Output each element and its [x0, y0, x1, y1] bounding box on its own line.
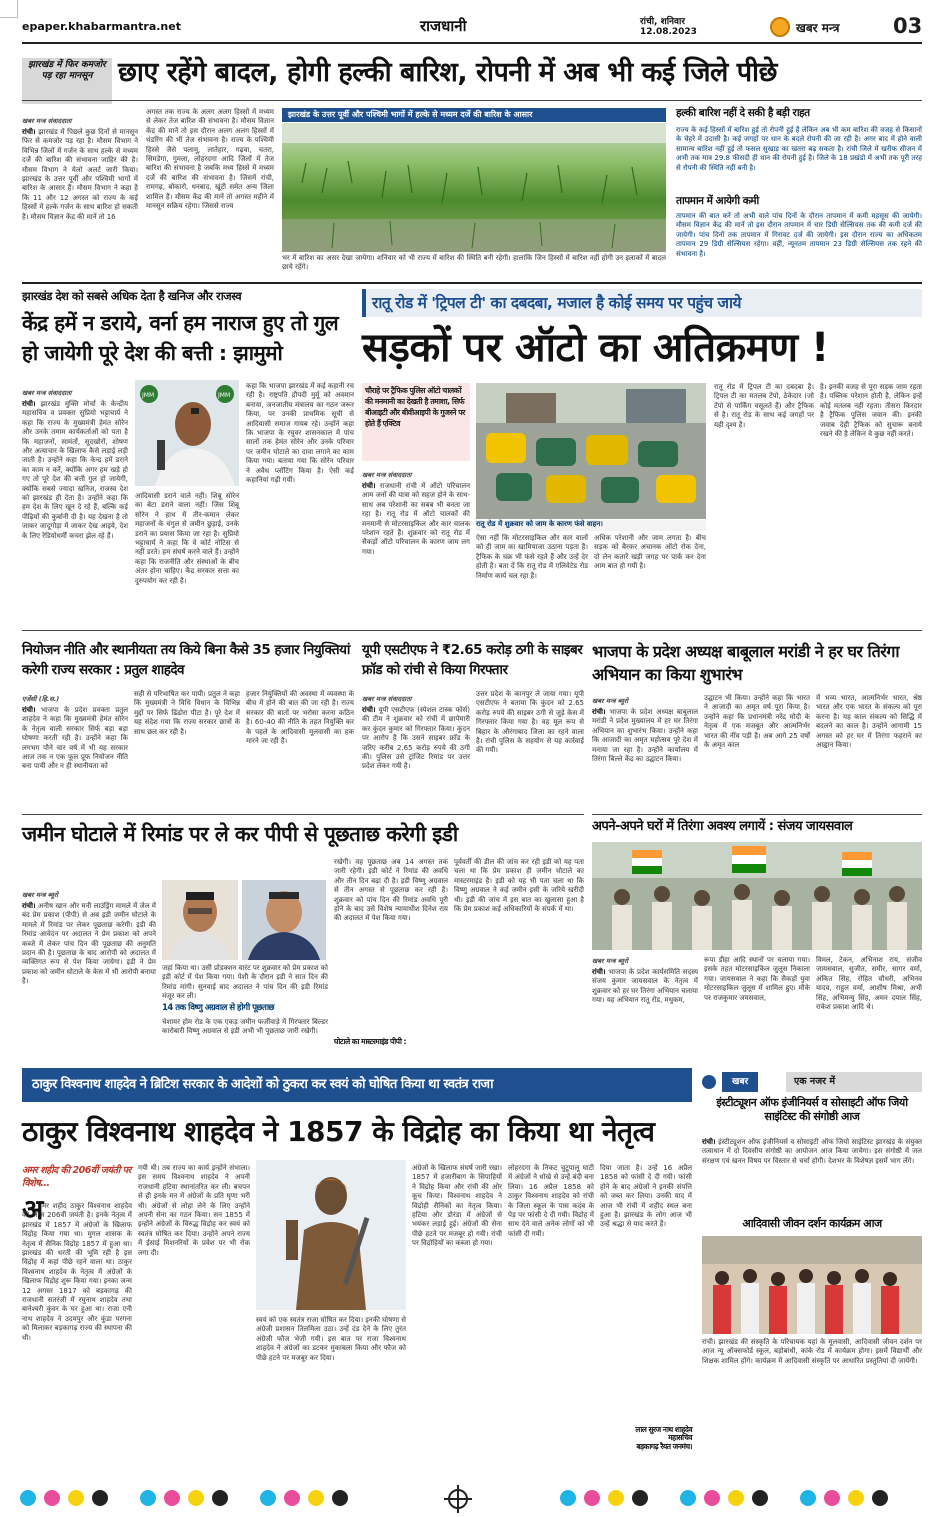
marandi-sub-rule [592, 814, 922, 815]
color-dots-left [20, 1490, 420, 1508]
magenta-dot [44, 1490, 60, 1506]
ed-body-1 [22, 902, 156, 1058]
ed-body-4: रखेगी। वह पूछताछ अब 14 अगस्त तक जारी रहेगी। इडी कोर्ट ने रिमांड की अवधि और तीन दिन बढ़ा दी है। इडी विष्णु अग्रवाल से तीन अगस्त से पूछताछ कर रही है। शुक्रवार को पांच दिन की रिमांड अवधि पूरी होने के बाद उसे विशेष न्यायाधीश दिनेश राय की अदालत में पेश किया गया। [334, 858, 448, 923]
monsoon-dateline: रांची। [22, 128, 36, 136]
monsoon-side-text-2: तापमान की बात करें तो अभी वाले पांच दिनों के दौरान तापमान में कमी महसूस की जायेगी। मौसम विज्ञान केंद्र की मानें तो इस दौरान तापमान में चार डिग्री सेल्सियस तक की कमी दर्ज की जायेगी। पांच दिनों तक तापमान में गिरावट दर्ज की जायेगी। इस दौरान राज्य का अधिकतम तापमान 29 डिग्री सेल्सियस रहेगा। वहीं, न्यूनतम तापमान 23 डिग्री सेल्सियस तक रहने की संभावना है। [676, 212, 922, 258]
ed-body-2: जहां किया था। उसी प्रोडक्शन वारंट पर शुक्रवार को प्रेम प्रकाश को इडी कोर्ट में पेश किया गया। पेशी के दौरान इडी ने सात दिन की रिमांड मांगी। सुनवाई बाद अदालत ने पांच दिन की इडी रिमांड मंजूर कर ली। [162, 964, 328, 1001]
tiranga-rally-photo [592, 842, 922, 950]
black-dot-6 [872, 1490, 888, 1506]
adivasi-event-photo [702, 1236, 922, 1334]
header-url[interactable]: epaper.khabarmantra.net [22, 20, 181, 33]
brand-mark-icon [770, 17, 790, 37]
marandi-headline: भाजपा के प्रदेश अध्यक्ष बाबूलाल मरांडी ने हर घर तिरंगा अभियान का किया शुभारंभ [592, 642, 899, 684]
page-header [0, 0, 945, 44]
yellow-dot-4 [608, 1490, 624, 1506]
auto-box-text: चौराहे पर ट्रैफिक पुलिस ऑटो चालकों की मनमानी का देखती है तमाशा, सिर्फ बीआइटी और बीवीआइपी के गुजरने पर होते हैं एक्टिव [365, 386, 465, 428]
pratul-byline: एजेंसी (हि.स.) [22, 695, 60, 703]
jaiswal-body-2: रूपा डीहा आदि स्थानों पर चलाया गया। इसके तहत मोटरसाइकिल जुलूस निकाला गया। जायसवाल ने कहा कि सैकड़ों युवा मोटरसाइकिल जुलूस में शामिल हुए। मौके पर राजकुमार जयसवाल, [704, 956, 810, 1002]
cyan-dot-5 [680, 1490, 696, 1506]
ed-body-3: चेशायर होम रोड के एक एकड़ जमीन फर्जीवाड़े में गिरफ्तार बिल्डर कारोबारी विष्णु अग्रवाल से इडी अभी भी पूछताछ जारी रखेगी। [162, 1018, 328, 1036]
ed-body-5: पूर्ववर्ती की डील की जांच कर रही इडी को यह पता चला था कि प्रेम प्रकाश ही जमीन घोटाले का मास्टरमाइंड है। इडी को यह भी पता चला था कि विष्णु अग्रवाल ने कई जमीन इसी के जरिये खरीदी थी। इडी की जांच में इस बात का खुलासा हुआ है कि प्रेम प्रकाश कई अधिकारियों के संपर्क में था। [454, 858, 584, 914]
monsoon-body-1 [22, 128, 138, 276]
auto-body-5: है। इनकी वजह से पूरा सड़क जाम रहता है। पब्लिक परेशान होती है, लेकिन इन्हें कोई मतलब नहीं रहता। तीसरा किरदार है ट्रैफिक पुलिस जवान की। इनकी जवाब देही ट्रैफिक को सुचारू बनाये रखने की है लेकिन वे कुछ नहीं करते। [820, 383, 922, 439]
crosshair-icon [448, 1489, 468, 1509]
yellow-dot [68, 1490, 84, 1506]
header-city-day: रांची, शनिवार [640, 17, 686, 27]
jaiswal-dateline: रांची। [592, 968, 606, 976]
magenta-dot-5 [704, 1490, 720, 1506]
shahdev-subheadline: अमर शहीद की 206वीं जयंती पर विशेष... [22, 1165, 131, 1189]
spokesperson-illustration [135, 380, 239, 486]
stf-dateline: रांची। [362, 706, 376, 714]
auto-kicker: रातू रोड में 'ट्रिपल टी' का दबदबा, मजाल है कोई समय पर पहुंच जाये [372, 294, 742, 312]
pratul-body-3: हजार नियुक्तियों की अवस्था में व्यवस्था के बीच में होने की बात की जा रही है। राज्य सरकार की बातों पर भरोसा करना कठिन है। 60-40 की नीति के तहत नियुक्ति कर के पहले के आदिवासी मूलवासी का हक मारने जा रही है। [246, 690, 354, 746]
jmm-kicker: झारखंड देश को सबसे अधिक देता है खनिज और राजस्व [22, 289, 242, 303]
auto-body-1 [362, 482, 470, 556]
auto-headline: सड़कों पर ऑटो का अतिक्रमण ! [362, 325, 829, 371]
shahdev-body-4: अंग्रेजों के खिलाफ संघर्ष जारी रखा। 1857 में हजारीबाग के सिपाहियों ने विद्रोह किया और रांची की ओर कूच किया। विश्वनाथ शाहदेव ने विद्रोही सैनिकों का नेतृत्व किया। हटिया और डोरंडा में अंग्रेजों से भयंकर लड़ाई हुई। अंग्रेजों की सेना पीछे हटने पर मजबूर हो गयी। रांची पर विद्रोहियों का कब्जा हो गया। [412, 1164, 502, 1248]
ed-dateline: रांची। [22, 902, 36, 910]
stf-headline: यूपी एसटीएफ ने ₹2.65 करोड़ ठगी के साइबर फ्रॉड को रांची से किया गिरफ्तार [362, 642, 583, 678]
svg-text:JMM: JMM [218, 392, 231, 399]
shahdev-author-block [600, 1426, 692, 1474]
pratul-body-1 [22, 706, 128, 808]
svg-text:JMM: JMM [142, 392, 155, 399]
ek-nazar-body-1-text: इंस्टीट्यूशन ऑफ इंजीनियर्स व सोसाइटी ऑफ जियो साइंटिस्ट झारखंड के संयुक्त तत्वाधान में दो दिवसीय संगोष्ठी का आयोजन आज किया जायेगा। इस संगोष्ठी में जल संरक्षण एवं खनन विषय पर विस्तार से चर्चा होगी। देशभर के विशेषज्ञ इसमें भाग लेंगे। [702, 1138, 922, 1165]
shahdev-statue-photo [256, 1160, 406, 1310]
stf-body-1 [362, 706, 470, 808]
magenta-dot-6 [824, 1490, 840, 1506]
ed-headline: जमीन घोटाले में रिमांड पर ले कर पीपी से पूछताछ करेगी इडी [22, 822, 458, 846]
ek-nazar-body-2: रांची। झारखंड की संस्कृति के परिचायक यहां के मूलवासी, आदिवासी जीवन दर्शन पर आज न्यू ऑक्सफोर्ड स्कूल, बड़ोबांधी, कांके रोड में कार्यक्रम होगा। इसमें विद्यार्थी और शिक्षक शामिल होंगे। कार्यक्रम में आदिवासी संस्कृति पर आधारित प्रस्तुतियां दी जायेंगी। [702, 1338, 922, 1365]
paddy-field-illustration [282, 123, 666, 252]
monsoon-body-2b-text: मौसम केंद्र की मानें तो अगस्त महीने में मानसून सक्रिय रहेगा। जिससे राज्य [146, 192, 274, 211]
color-dots-right [560, 1490, 920, 1508]
auto-byline: खबर मन्त्र संवाददाता [362, 471, 412, 479]
shahdev-body-5: लोहरदगा के निकट चुटूपालू घाटी में अंग्रेजों ने धोखे से उन्हें बंदी बना लिया। 16 अप्रैल 1858 को ठाकुर विश्वनाथ शाहदेव को रांची के जिला स्कूल के पास कदंब के पेड़ पर फांसी दे दी गयी। विद्रोह में साथ देने वाले अनेक लोगों को भी फांसी दी गयी। [508, 1164, 594, 1238]
ek-nazar-tag: एक नजर में [786, 1072, 922, 1092]
adivasi-subheadline: आदिवासी जीवन दर्शन कार्यक्रम आज [742, 1217, 882, 1230]
shahdev-body-1: मर शहीद ठाकुर विश्वनाथ शाहदेव की आज 206वीं जयंती है। इनके नेतृत्व में झारखंड में 1857 में अंग्रेजों के खिलाफ विद्रोह किया गया था। मुगल शासक के नेतृत्व में सैनिक विद्रोह 1857 में हुआ था। झारखंड की धरती की भूमि रही है इस विद्रोह में कहां पीछे रहने वाला था। ठाकुर विश्वनाथ शाहदेव के नेतृत्व में अंग्रेजों के खिलाफ विद्रोह शुरू किया गया। इनका जन्म 12 अगस्त 1817 को बड़कागढ़ की राजधानी सतरंजी में रघुनाथ शाहदेव तथा बानेश्वरी कुंवर के घर हुआ था। राजा एनी नाथ शाहदेव ने उदयपुर और कुंडा परगना को मिलाकर बड़कागढ़ राज्य की स्थापना की थी। [22, 1202, 132, 1342]
cyan-dot [20, 1490, 36, 1506]
shahdev-kicker: ठाकुर विश्वनाथ शाहदेव ने ब्रिटिश सरकार के आदेशों को ठुकरा कर स्वयं को घोषित किया था स्वतंत्र राजा [32, 1077, 493, 1092]
auto-dateline: रांची। [362, 482, 376, 490]
brand-logo [770, 16, 880, 38]
shahdev-body-6: दिया जाता है। उन्हें 16 अप्रैल 1858 को फांसी दे दी गयी। फांसी होने के बाद अंग्रेजों ने इनकी संपत्ति को जब्त कर लिया। उनकी याद में आज भी रांची में शहीद स्थल बना हुआ है। झारखंड के लोग आज भी उन्हें श्रद्धा से याद करते हैं। [600, 1164, 692, 1229]
magenta-dot-3 [284, 1490, 300, 1506]
yellow-dot-2 [188, 1490, 204, 1506]
s1-rule [22, 100, 922, 101]
traffic-jam-photo [476, 383, 706, 519]
auto-body-1-text: राजधानी रांची में ऑटो परिचालन आम जनों की यात्रा को सहज होने के साथ-साथ अब परेशानी का सबब भी बनता जा रहा है। रातू रोड में ऑटो चालकों की मनमानी से मोटरसाइकिल और कार चालक परेशान रहते हैं। शुक्रवार को रातू रोड में सैकड़ों ऑटो परिचालन के कारण जाम लग गया। [362, 482, 470, 556]
shahdev-body-2: गयी थी। तब राज्य का कार्य इन्होंने संभाला। इस समय विश्वनाथ शाहदेव ने अपनी राजधानी हटिया स्थानांतरित कर ली। बचपन से ही इनके मन में अंग्रेजों के प्रति घृणा भरी थी। अंग्रेजों से लोहा लेने के लिए उन्होंने अपनी सेना का गठन किया। सन 1855 में इन्होंने अंग्रेजों के विरुद्ध विद्रोह कर स्वयं को स्वतंत्र घोषित कर दिया। उन्होंने अपने राज्य में ईसाई मिशनरियों के प्रवेश पर भी रोक लगा दी। [138, 1164, 250, 1257]
ek-nazar-body-1 [702, 1138, 922, 1212]
tiranga-rally-illustration [592, 842, 922, 950]
jmm-dateline: रांची। [22, 400, 36, 408]
stf-body-2: उत्तर प्रदेश के कानपुर ले जाया गया। यूपी एसटीएफ ने बताया कि कुंदन को 2.65 करोड़ रुपये की साइबर ठगी से जुड़े केस में गिरफ्तार किया गया है। वह मूल रूप से बिहार के औरंगाबाद जिला का रहने वाला है। रांची पुलिस के सहयोग से यह कार्रवाई की गयी। [476, 690, 584, 755]
marandi-body-2: उद्घाटन भी किया। उन्होंने कहा कि भारत ने आजादी का अमृत वर्ष पूरा किया है। उन्होंने कहा कि प्रधानमंत्री नरेंद्र मोदी के नेतृत्व में एक मजबूत और आत्मनिर्भर भारत की नींव पड़ी है। अब आगे 25 वर्षों के अमृत काल [704, 694, 810, 750]
accused-photo-2 [242, 880, 326, 960]
auto-body-3: अधिक परेशानी और जाम लगता है। बीच सड़क को बैरकर अचानक ऑटो रोक देना, दो लेन कतारें खड़ी जगह पर पार्क कर देना आम बात हो गयी है। [594, 534, 706, 571]
monsoon-below-photo: भर में बारिश का असर देखा जायेगा। शनिवार को भी राज्य में बारिश की स्थिति बनी रहेगी। हालांकि जिन हिस्सों में बारिश नहीं होगी उन इलाकों में बादल छाये रहेंगे। [282, 254, 666, 272]
ek-nazar-header [702, 1072, 922, 1092]
black-dot-2 [212, 1490, 228, 1506]
section-title: राजधानी [420, 17, 467, 35]
magenta-dot-4 [584, 1490, 600, 1506]
cyan-dot-6 [800, 1490, 816, 1506]
auto-body-2: ऐसा नहीं कि मोटरसाइकिल और कार वालों को ही जाम का खामियाजा उठाना पड़ता है। ट्रैफिक के चक्र भी फंसे रहते हैं और उन्हें देर होती है। बता दें कि रातू रोड में एलिवेटेड रोड निर्माण कार्य चल रहा है। [476, 534, 588, 580]
yellow-dot-3 [308, 1490, 324, 1506]
pratul-headline: नियोजन नीति और स्थानीयता तय किये बिना कैसे 35 हजार नियुक्तियां करेगी राज्य सरकार : प्रतुल शाहदेव [22, 642, 350, 678]
ek-nazar-logo-icon [702, 1075, 716, 1089]
divider-2 [22, 630, 922, 631]
shahdev-statue-illustration [256, 1160, 406, 1310]
adivasi-event-illustration [702, 1236, 922, 1334]
vishnu-subheadline: 14 तक विष्णु अग्रवाल से होगी पूछताछ [162, 1003, 274, 1013]
shahdev-author-title: महासचिव [668, 1433, 692, 1443]
ek-nazar-headline: इंस्टीट्यूशन ऑफ इंजीनियर्स व सोसाइटी ऑफ जियो साइंटिस्ट की संगोष्ठी आज [716, 1096, 908, 1123]
page-number: 03 [893, 14, 923, 38]
jmm-body-2: आदिवासी डराने वाले नहीं। शिबू सोरेन का बेटा डराने वाला नहीं। जिस शिबू सोरेन ने हाथ में तीर-कमान लेकर महाजनों के चंगुल से जमीन छुड़ाई, उनके डराने का प्रयास किया जा रहा है। सुप्रियो भट्टाचार्य ने कहा कि वे कोर्ट नोटिस से नहीं डरते। हम संघर्ष करने वाले हैं। उन्होंने कहा कि राजनीति और संस्थाओं के बीच अंतर होना चाहिए। केंद्र सरकार सत्ता का दुरुपयोग कर रही है। [135, 492, 239, 585]
registration-mark-top [0, 0, 18, 18]
pratul-body-1-text: भाजपा के प्रदेश प्रवक्ता प्रतुल शाहदेव ने कहा कि मुख्यमंत्री हेमंत सोरेन के नेतृत्व वाली सरकार सिर्फ बड़ा बड़ा घोषणा करती रही है। उन्होंने कहा कि लगभग पौने चार वर्ष में भी यह सरकार आज तक न एक फूल प्रूफ नियोजन नीति बना पायी और न ही स्थानीयता को [22, 706, 128, 771]
cyan-dot-3 [260, 1490, 276, 1506]
shahdev-author-org: बड़कागढ़ रैयत जनमंच। [636, 1441, 692, 1451]
auto-body-4: रातू रोड में ट्रिपल टी का दबदबा है। ट्रिपल टी का मतलब टेंपो, ठेकेदार (जो टेंपो से पार्किंग वसूलते हैं) और ट्रैफिक से है। रातू रोड के साथ कई जगहों पर यही दृश्य है। [714, 383, 814, 429]
monsoon-body-1-text: झारखंड में पिछले कुछ दिनों से मानसून फिर से कमजोर पड़ रहा है। मौसम विभाग ने विभिन्न जिलों में गर्जन के साथ हल्के से मध्यम दर्जे की बारिश की संभावना जाहिर की है। मौसम विभाग ने येलो अलर्ट जारी किया। झारखंड के उत्तर पूर्वी और पश्चिमी भागों में बारिश के आसार हैं। मौसम विभाग ने कहा है कि 11 और 12 अगस्त को राज्य के कई हिस्सों में हल्के गर्जन के साथ बारिश हो सकती है। मौसम विज्ञान केंद्र की मानें तो 16 [22, 128, 138, 221]
monsoon-side-heading-1: हल्की बारिश नहीं दे सकी है बड़ी राहत [676, 107, 810, 119]
monsoon-body-2 [146, 108, 274, 276]
shahdev-kicker-bar [22, 1068, 692, 1102]
shahdev-body-3: स्वयं को एक स्वतंत्र राजा घोषित कर दिया। इनकी घोषणा से अंग्रेजी प्रशासन तिलमिला उठा। उन्हें दंड देने के लिए तुरंत अंग्रेजी फौज भेजी गयी। इस बात पर राजा विश्वनाथ शाहदेव ने अंग्रेजों का डटकर मुकाबला किया और फौज को पीछे हटने पर मजबूर कर दिया। [256, 1316, 406, 1362]
cyan-dot-2 [140, 1490, 156, 1506]
marandi-byline: खबर मन्त्र ब्यूरो [592, 697, 629, 705]
monsoon-byline: खबर मन्त्र संवाददाता [22, 117, 72, 125]
black-dot-4 [632, 1490, 648, 1506]
paddy-field-photo [282, 123, 666, 252]
shahdev-author-name: लाल सुरज नाथ शाहदेव [635, 1425, 692, 1434]
accused-photo-1 [162, 880, 238, 960]
black-dot [92, 1490, 108, 1506]
monsoon-headline: छाए रहेंगे बादल, होगी हल्की बारिश, रोपनी में अब भी कई जिले पीछे [118, 57, 777, 88]
monsoon-side-text-1: राज्य के कई हिस्सों में बारिश हुई तो रोपनी हुई है लेकिन अब भी कम बारिश की वजह से किसानों के चेहरे में उदासी है। कई जगहों पर धान के बदले रोपनी की जा रही है। अगर बाद में होने वाली सामान्य बारिश नहीं हुई तो फसल सुखाड़ का खतरा बढ़ सकता है। रांची जिले में खरीफ सीजन में अभी तक मात्र 29.8 फीसदी ही धान की रोपनी हुई है। जिले के 18 प्रखंडो में अभी तक पूरी तरह से रोपनी की स्थिति नहीं बनी है। [676, 126, 922, 172]
cyan-dot-4 [560, 1490, 576, 1506]
divider-1 [22, 282, 922, 284]
jaiswal-body-1-text: भाजपा के प्रदेश कार्यसमिति सदस्य संजय कुमार जायसवाल के नेतृत्व में शुक्रवार को हर घर तिरंगा अभियान चलाया गया। यह अभियान रातू रोड, मधुकम, [592, 968, 699, 1005]
print-color-bar [0, 1484, 945, 1514]
brand-name: खबर मन्त्र [796, 21, 840, 35]
crosshair-v [457, 1485, 459, 1513]
shahdev-dropcap: अ [22, 1193, 44, 1226]
traffic-photo-caption: रातू रोड में शुक्रवार को जाम के कारण फंसे वाहन। [476, 520, 706, 531]
pratul-body-2: सही से परिभाषित कर पायी। प्रतुल ने कहा कि मुख्यमंत्री ने विधि विधान के विभिन्न मुद्दों पर सिर्फ ढिंढोरा पीटा है। पूरे देश में यह संदेश गया कि राज्य सरकार छात्रों के साथ छल कर रही है। [134, 690, 240, 736]
monsoon-side-heading-2: तापमान में आयेगी कमी [676, 195, 759, 207]
ek-nazar-dateline: रांची। [702, 1138, 716, 1146]
jmm-byline: खबर मन्त्र संवाददाता [22, 389, 72, 397]
jaiswal-body-3: विमल, टेकन, अभिनाश राय, संजीव जायसवाल, सुजीत, समीर, सागर वर्मा, अंकित सिंह, रोहित चौधरी, अभिनव यादव, राहुल वर्मा, आशीष मिश्रा, अभी सिंह, अभिमन्यु सिंह, अमन दयाल सिंह, राकेश प्रकाश आदि थे। [816, 956, 922, 1012]
header-date: 12.08.2023 [640, 27, 697, 37]
jmm-body-1-text: झारखंड मुक्ति मोर्चा के केन्द्रीय महासचिव व प्रवक्ता सुप्रियो भट्टाचार्य ने कहा कि राज्य के मुख्यमंत्री हेमंत सोरेन और उनके तमाम कार्यकर्ताओं को पता है कि महाजनों, सामंतों, सूदखोरों, शोषण और अत्याचार के खिलाफ कैसे लड़ाई लड़ी जाती है। उन्होंने कहा कि केन्द्र हमें डराने का काम न करें, क्योंकि अगर हम खड़े हो गए तो पूरे देश की बत्ती गुल हो जायेगी, क्योंकि सबसे ज्यादा खनिज, राजस्व देश को झारखंड ही देता है। उन्होंने कहा कि हम देश के लिए खून दे रहे हैं, बल्कि कई पीढ़ियों की कुर्बानी दी है। यह देखना है तो जाकर जादूगोड़ा में जाकर देख आइये, देश के लिए रेडियोधर्मी कचरा झेल रहे हैं। [22, 400, 129, 540]
auto-box [362, 383, 470, 461]
auto-kicker-bar [362, 289, 922, 317]
jaiswal-byline: खबर मन्त्र ब्यूरो [592, 957, 629, 965]
monsoon-photo-caption: झारखंड के उत्तर पूर्वी और पश्चिमी भागों में हल्के से मध्यम दर्जे की बारिश के आसार [288, 110, 533, 119]
ed-body-1-text: अनीष खान और मनी लाउंड्रिंग मामले में जेल में बंद प्रेम प्रकाश (पीपी) से अब इडी जमीन घोटाले के मामले में रिमांड पर लेकर पूछताछ करेगी। इडी की रिमांड आवेदन पर अदालत ने प्रेम प्रकाश को अपने कब्जे में लेकर पांच दिन की पूछताछ की अनुमति प्रदान की है। पूछताछ के बाद आरोपी को अदालत में व्यक्तिगत रूप से पेश किया जायेगा। इडी ने प्रेम प्रकाश को जमीन घोटाले के केस में भी आरोपी बनाया है। [22, 902, 156, 986]
jmm-body-3: कहा कि भाजपा झारखंड में कई कहानी रच रही है। राष्ट्रपति द्रौपदी मुर्मू को अवमान बनाया, जनजातीय मंत्रालय का गठन जरूर किया, पर उनकी प्राथमिक सूची से आदिवासी समाज गायब रहे। उन्होंने कहा कि भाजपा के रघुवर शासनकाल में पांच सालों तक हेमंत सोरेन और उनके परिवार पर जमीन घोटाले का दावा लगाने का काम किया गया। बताया गया कि सोरेन परिवार ने अवैध प्लॉटिंग किया है। ऐसी कई कहानियां गढ़ी गयीं। [246, 382, 354, 485]
marandi-body-1-text: भाजपा के प्रदेश अध्यक्ष बाबूलाल मरांडी ने प्रदेश मुख्यालय में हर घर तिरंगा अभियान का शुभारंभ किया। उन्होंने कहा कि आजादी का अमृत महोत्सव पूरे देश में मनाया जा रहा है। उन्होंने कार्यालय में तिरंगा बिल्ले केंद्र का उद्घाटन किया। [592, 708, 699, 764]
jmm-body-1 [22, 400, 128, 624]
monsoon-photo-caption-band [282, 108, 666, 122]
divider-3 [22, 814, 584, 815]
accused-portrait-1 [162, 880, 238, 960]
header-rule [22, 42, 922, 44]
shahdev-headline: ठाकुर विश्वनाथ शाहदेव ने 1857 के विद्रोह का किया था नेतृत्व [22, 1115, 655, 1148]
jmm-headline: केंद्र हमें न डराये, वर्ना हम नाराज हुए तो गुल हो जायेगी पूरे देश की बत्ती : झामुमो [22, 311, 339, 365]
marandi-body-3: में भव्य भारत, आत्मनिर्भर भारत, श्रेष्ठ भारत और एक भारत के संकल्प को पूरा करना है। यह काल संकल्प को सिद्धि में बदलने का काल है। उन्होंने आगामी 15 अगस्त को हर घर में तिरंगा फहराने का आह्वान किया। [816, 694, 922, 750]
monsoon-body-2-text: अगस्त तक राज्य के अलग अलग हिस्सों में मध्यम से लेकर तेज बारिश की संभावना है। मौसम विज्ञान केंद्र की मानें तो इस दौरान अलग अलग हिस्सों में थंडरिंग की भी तेज संभावना है। राज्य के पश्चिमी हिस्से जैसे पलामू, लातेहार, गढ़वा, चतरा, सिमडेगा, गुमला, लोहरदगा आदि जिलों में तेज बारिश की संभावना है जबकि मध्य हिस्से में मध्यम दर्जे की बारिश की संभावना है। जिसमें रांची, रामगढ़, बोकारो, धनबाद, खूंटी समेत अन्य जिला शामिल हैं। [146, 108, 274, 201]
black-dot-5 [752, 1490, 768, 1506]
marandi-body-1 [592, 708, 698, 808]
black-dot-3 [332, 1490, 348, 1506]
ek-nazar-brand: खबर [722, 1072, 758, 1092]
magenta-dot-2 [164, 1490, 180, 1506]
stf-byline: खबर मन्त्र संवाददाता [362, 695, 412, 703]
ed-sub-2: घोटाले का मास्टरमाइंड पीपी : [334, 1037, 407, 1046]
ed-byline: खबर मन्त्र ब्यूरो [22, 891, 59, 899]
jaiswal-body-1 [592, 968, 698, 1058]
stf-body-1-text: यूपी एसटीएफ (स्पेशल टास्क फोर्स) की टीम ने शुक्रवार को रांची में छापेमारी कर कुंदन कुमार को गिरफ्तार किया। कुंदन पर आरोप है कि उसने साइबर फ्रॉड के जरिए करीब 2.65 करोड़ रुपये की ठगी की। पुलिस उसे ट्रांजिट रिमांड पर उत्तर प्रदेश लेकर गयी है। [362, 706, 470, 771]
jaiswal-subheadline: अपने-अपने घरों में तिरंगा अवश्य लगायें : संजय जायसवाल [592, 819, 853, 834]
jmm-spokesperson-photo [135, 380, 239, 486]
marandi-dateline: रांची। [592, 708, 606, 716]
yellow-dot-5 [728, 1490, 744, 1506]
traffic-jam-illustration [476, 383, 706, 519]
accused-portrait-2 [242, 880, 326, 960]
pratul-dateline: रांची। [22, 706, 36, 714]
yellow-dot-6 [848, 1490, 864, 1506]
monsoon-tag: झारखंड में फिर कमजोर पड़ रहा मानसून [22, 58, 112, 104]
